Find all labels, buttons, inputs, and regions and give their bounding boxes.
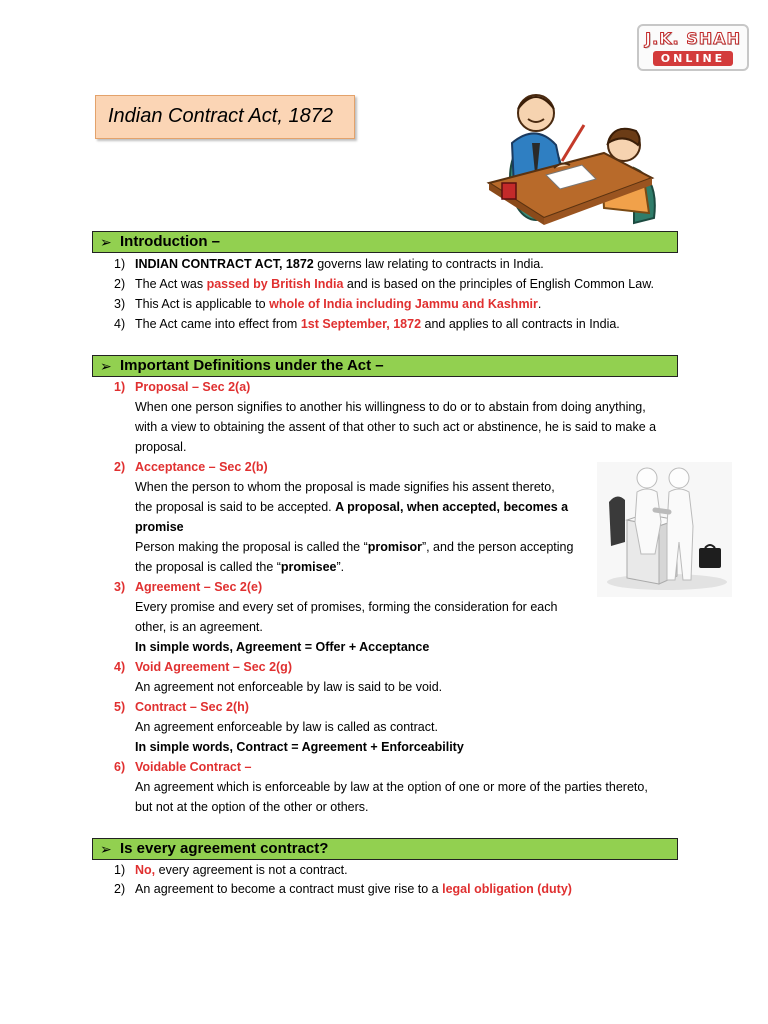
- list-number: 1): [114, 257, 126, 271]
- definition-number: 4): [114, 660, 126, 674]
- list-item-highlight: passed by British India: [206, 277, 344, 291]
- definition-emphasis: promise: [135, 520, 184, 534]
- definition-title: Void Agreement – Sec 2(g): [135, 660, 292, 674]
- list-number: 2): [114, 882, 126, 896]
- definition-text-part: ”, and the person accepting: [421, 540, 574, 554]
- definition-text-part: the proposal is called the “: [135, 560, 281, 574]
- definition-text: [135, 499, 568, 515]
- bullet-arrow-icon: ➢: [100, 358, 112, 374]
- definition-title: Acceptance – Sec 2(b): [135, 460, 268, 474]
- section-heading: Is every agreement contract?: [120, 840, 329, 857]
- definition-number: 1): [114, 380, 126, 394]
- jk-shah-online-logo: [637, 24, 749, 71]
- section-bar-introduction: [92, 231, 678, 253]
- definition-emphasis: promisee: [280, 560, 337, 574]
- definition-text: When the person to whom the proposal is made signifies his assent thereto,: [135, 480, 555, 494]
- list-number: 1): [114, 863, 126, 877]
- definition-text: [135, 559, 344, 575]
- definition-text: other, is an agreement.: [135, 620, 263, 634]
- list-item: [135, 256, 544, 272]
- definition-number: 6): [114, 760, 126, 774]
- definition-emphasis: In simple words, Agreement = Offer + Acceptance: [135, 640, 430, 654]
- list-number: 3): [114, 297, 126, 311]
- list-item: [135, 862, 348, 878]
- definition-text-part: ”.: [336, 560, 345, 574]
- definition-emphasis: In simple words, Contract = Agreement + Enforceability: [135, 740, 464, 754]
- section-bar-definitions: [92, 355, 678, 377]
- list-item-text: and applies to all contracts in India.: [421, 317, 620, 331]
- definition-text: When one person signifies to another his willingness to do or to abstain from doing anything,: [135, 400, 646, 414]
- definition-text: An agreement enforceable by law is called as contract.: [135, 720, 438, 734]
- list-item: [135, 316, 620, 332]
- list-item-highlight: whole of India including Jammu and Kashmir: [269, 297, 538, 311]
- page-title-box: [95, 95, 355, 139]
- definition-title: Proposal – Sec 2(a): [135, 380, 251, 394]
- definition-text: with a view to obtaining the assent of that other to such act or abstinence, he is said to make a: [135, 420, 657, 434]
- bullet-arrow-icon: ➢: [100, 841, 112, 857]
- definition-title: Voidable Contract –: [135, 760, 252, 774]
- definition-title: Contract – Sec 2(h): [135, 700, 249, 714]
- definition-text: An agreement not enforceable by law is said to be void.: [135, 680, 443, 694]
- section-heading: Introduction –: [120, 233, 220, 250]
- logo-line1: J.K. SHAH: [645, 29, 741, 48]
- list-item-highlight: No,: [135, 863, 156, 877]
- definition-text: proposal.: [135, 440, 187, 454]
- list-item: [135, 276, 654, 292]
- list-number: 4): [114, 317, 126, 331]
- business-meeting-illustration: [484, 83, 669, 233]
- definition-text: but not at the option of the other or others.: [135, 800, 369, 814]
- handshake-illustration: [597, 462, 732, 597]
- list-item-highlight: 1st September, 1872: [300, 317, 422, 331]
- definition-emphasis: A proposal, when accepted, becomes a: [335, 500, 569, 514]
- definition-text-part: Person making the proposal is called the “: [135, 540, 368, 554]
- section-bar-every-agreement: [92, 838, 678, 860]
- definition-number: 2): [114, 460, 126, 474]
- list-item-text: This Act is applicable to: [135, 297, 270, 311]
- list-item: [135, 296, 541, 312]
- definition-text-part: the proposal is said to be accepted.: [135, 500, 336, 514]
- definition-text: [135, 539, 573, 555]
- definition-text: Every promise and every set of promises, forming the consideration for each: [135, 600, 558, 614]
- list-item-text: An agreement to become a contract must give rise to a: [135, 882, 443, 896]
- definition-number: 3): [114, 580, 126, 594]
- list-item-text: The Act was: [135, 277, 207, 291]
- list-item-text: and is based on the principles of English Common Law.: [343, 277, 655, 291]
- definition-title: Agreement – Sec 2(e): [135, 580, 263, 594]
- list-item-text: .: [537, 297, 542, 311]
- list-item-text: every agreement is not a contract.: [155, 863, 348, 877]
- list-item-text: governs law relating to contracts in India.: [313, 257, 544, 271]
- logo-line2: ONLINE: [653, 51, 733, 66]
- definition-emphasis: promisor: [367, 540, 422, 554]
- list-item-text: The Act came into effect from: [135, 317, 301, 331]
- list-item-highlight: legal obligation (duty): [442, 882, 572, 896]
- bullet-arrow-icon: ➢: [100, 234, 112, 250]
- list-item: [135, 881, 572, 897]
- page-title: Indian Contract Act, 1872: [108, 105, 333, 127]
- list-number: 2): [114, 277, 126, 291]
- definition-text: An agreement which is enforceable by law at the option of one or more of the parties thereto,: [135, 780, 648, 794]
- section-heading: Important Definitions under the Act –: [120, 357, 384, 374]
- list-item-emphasis: INDIAN CONTRACT ACT, 1872: [135, 257, 314, 271]
- definition-number: 5): [114, 700, 126, 714]
